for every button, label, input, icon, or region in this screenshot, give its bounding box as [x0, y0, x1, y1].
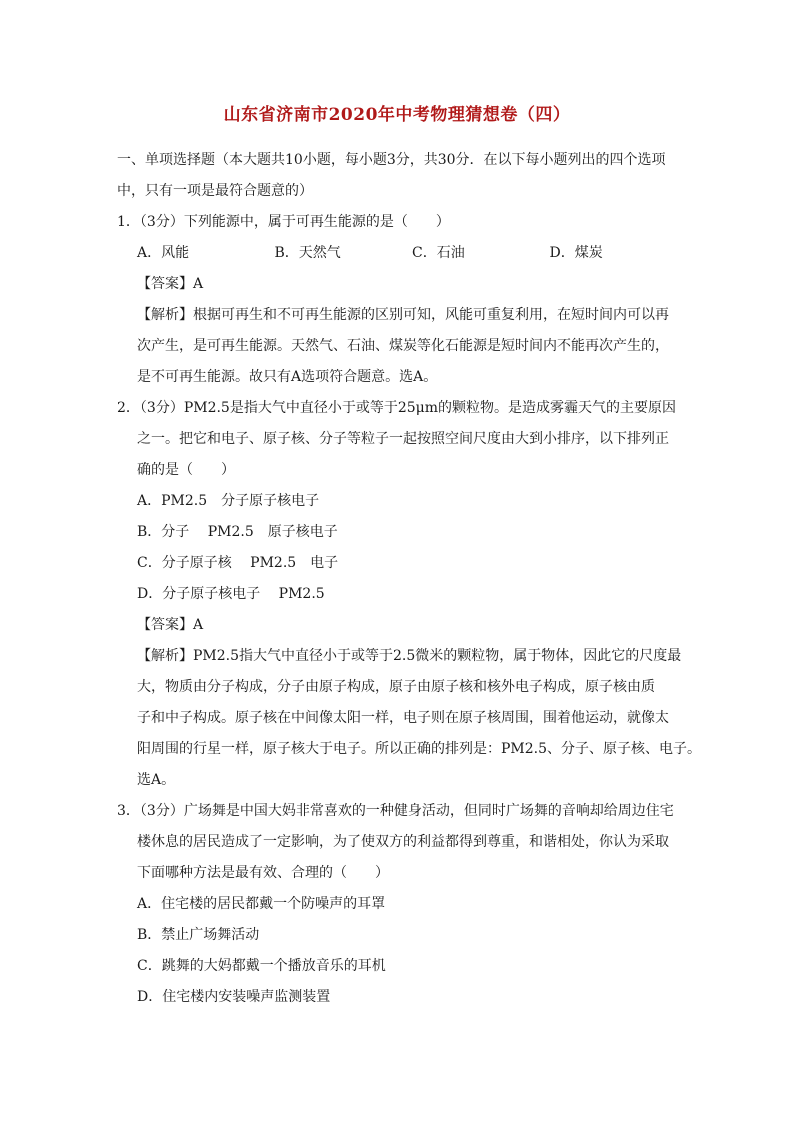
question-2-analysis-line: 子和中子构成。原子核在中间像太阳一样，电子则在原子核周围，围着他运动，就像太: [137, 710, 669, 726]
question-2: [117, 393, 702, 796]
question-1-stem: 1．（3分）下列能源中，属于可再生能源的是（ ）: [117, 214, 450, 230]
question-1: [117, 207, 687, 393]
option-c: C．分子原子核 PM2.5 电子: [137, 555, 339, 571]
question-2-stem-line: 确的是（ ）: [137, 462, 235, 478]
option-b: B．禁止广场舞活动: [137, 927, 260, 943]
section-heading-line-2: 中，只有一项是最符合题意的）: [117, 183, 313, 199]
option-b: B．分子 PM2.5 原子核电子: [137, 524, 338, 540]
option-d: D．煤炭: [549, 245, 603, 261]
question-1-options: [117, 238, 687, 269]
option-d: D．分子原子核电子 PM2.5: [137, 586, 325, 602]
option-a: A．住宅楼的居民都戴一个防噪声的耳罩: [137, 896, 386, 912]
option-a: A．风能: [137, 245, 190, 261]
page-title: 山东省济南市2020年中考物理猜想卷（四）: [223, 105, 571, 125]
option-a: A．PM2.5 分子原子核电子: [137, 493, 320, 509]
exam-content: [117, 145, 702, 1013]
question-2-analysis-line: 阳周围的行星一样，原子核大于电子。所以正确的排列是：PM2.5、分子、原子核、电子。: [137, 741, 702, 757]
question-2-analysis-line: 选A。: [137, 772, 176, 788]
question-3: [117, 796, 687, 1013]
question-3-stem-line: 下面哪种方法是最有效、合理的（ ）: [137, 865, 389, 881]
section-heading-line-1: 一、单项选择题（本大题共10小题，每小题3分，共30分．在以下每小题列出的四个选项: [117, 152, 666, 168]
question-1-analysis-line: 【解析】根据可再生和不可再生能源的区别可知，风能可重复利用，在短时间内可以再: [137, 307, 669, 323]
question-2-stem-line: 2．（3分）PM2.5是指大气中直径小于或等于25μm的颗粒物。是造成雾霾天气的主要原因: [117, 400, 677, 416]
question-3-stem-line: 楼休息的居民造成了一定影响，为了使双方的利益都得到尊重，和谐相处，你认为采取: [137, 834, 669, 850]
question-1-analysis-line: 是不可再生能源。故只有A选项符合题意。选A。: [137, 369, 438, 385]
option-c: C．跳舞的大妈都戴一个播放音乐的耳机: [137, 958, 386, 974]
question-3-stem-line: 3．（3分）广场舞是中国大妈非常喜欢的一种健身活动，但同时广场舞的音响却给周边住宅: [117, 803, 674, 819]
question-1-answer: 【答案】A: [137, 276, 204, 292]
option-d: D．住宅楼内安装噪声监测装置: [137, 989, 331, 1005]
question-2-answer: 【答案】A: [137, 617, 204, 633]
option-c: C．石油: [412, 245, 465, 261]
question-2-analysis-line: 【解析】PM2.5指大气中直径小于或等于2.5微米的颗粒物，属于物体，因此它的尺度最: [137, 648, 682, 664]
question-2-stem-line: 之一。把它和电子、原子核、分子等粒子一起按照空间尺度由大到小排序，以下排列正: [137, 431, 669, 447]
option-b: B．天然气: [274, 245, 341, 261]
question-2-analysis-line: 大，物质由分子构成，分子由原子构成，原子由原子核和核外电子构成，原子核由质: [137, 679, 655, 695]
question-1-analysis-line: 次产生，是可再生能源。天然气、石油、煤炭等化石能源是短时间内不能再次产生的，: [137, 338, 669, 354]
